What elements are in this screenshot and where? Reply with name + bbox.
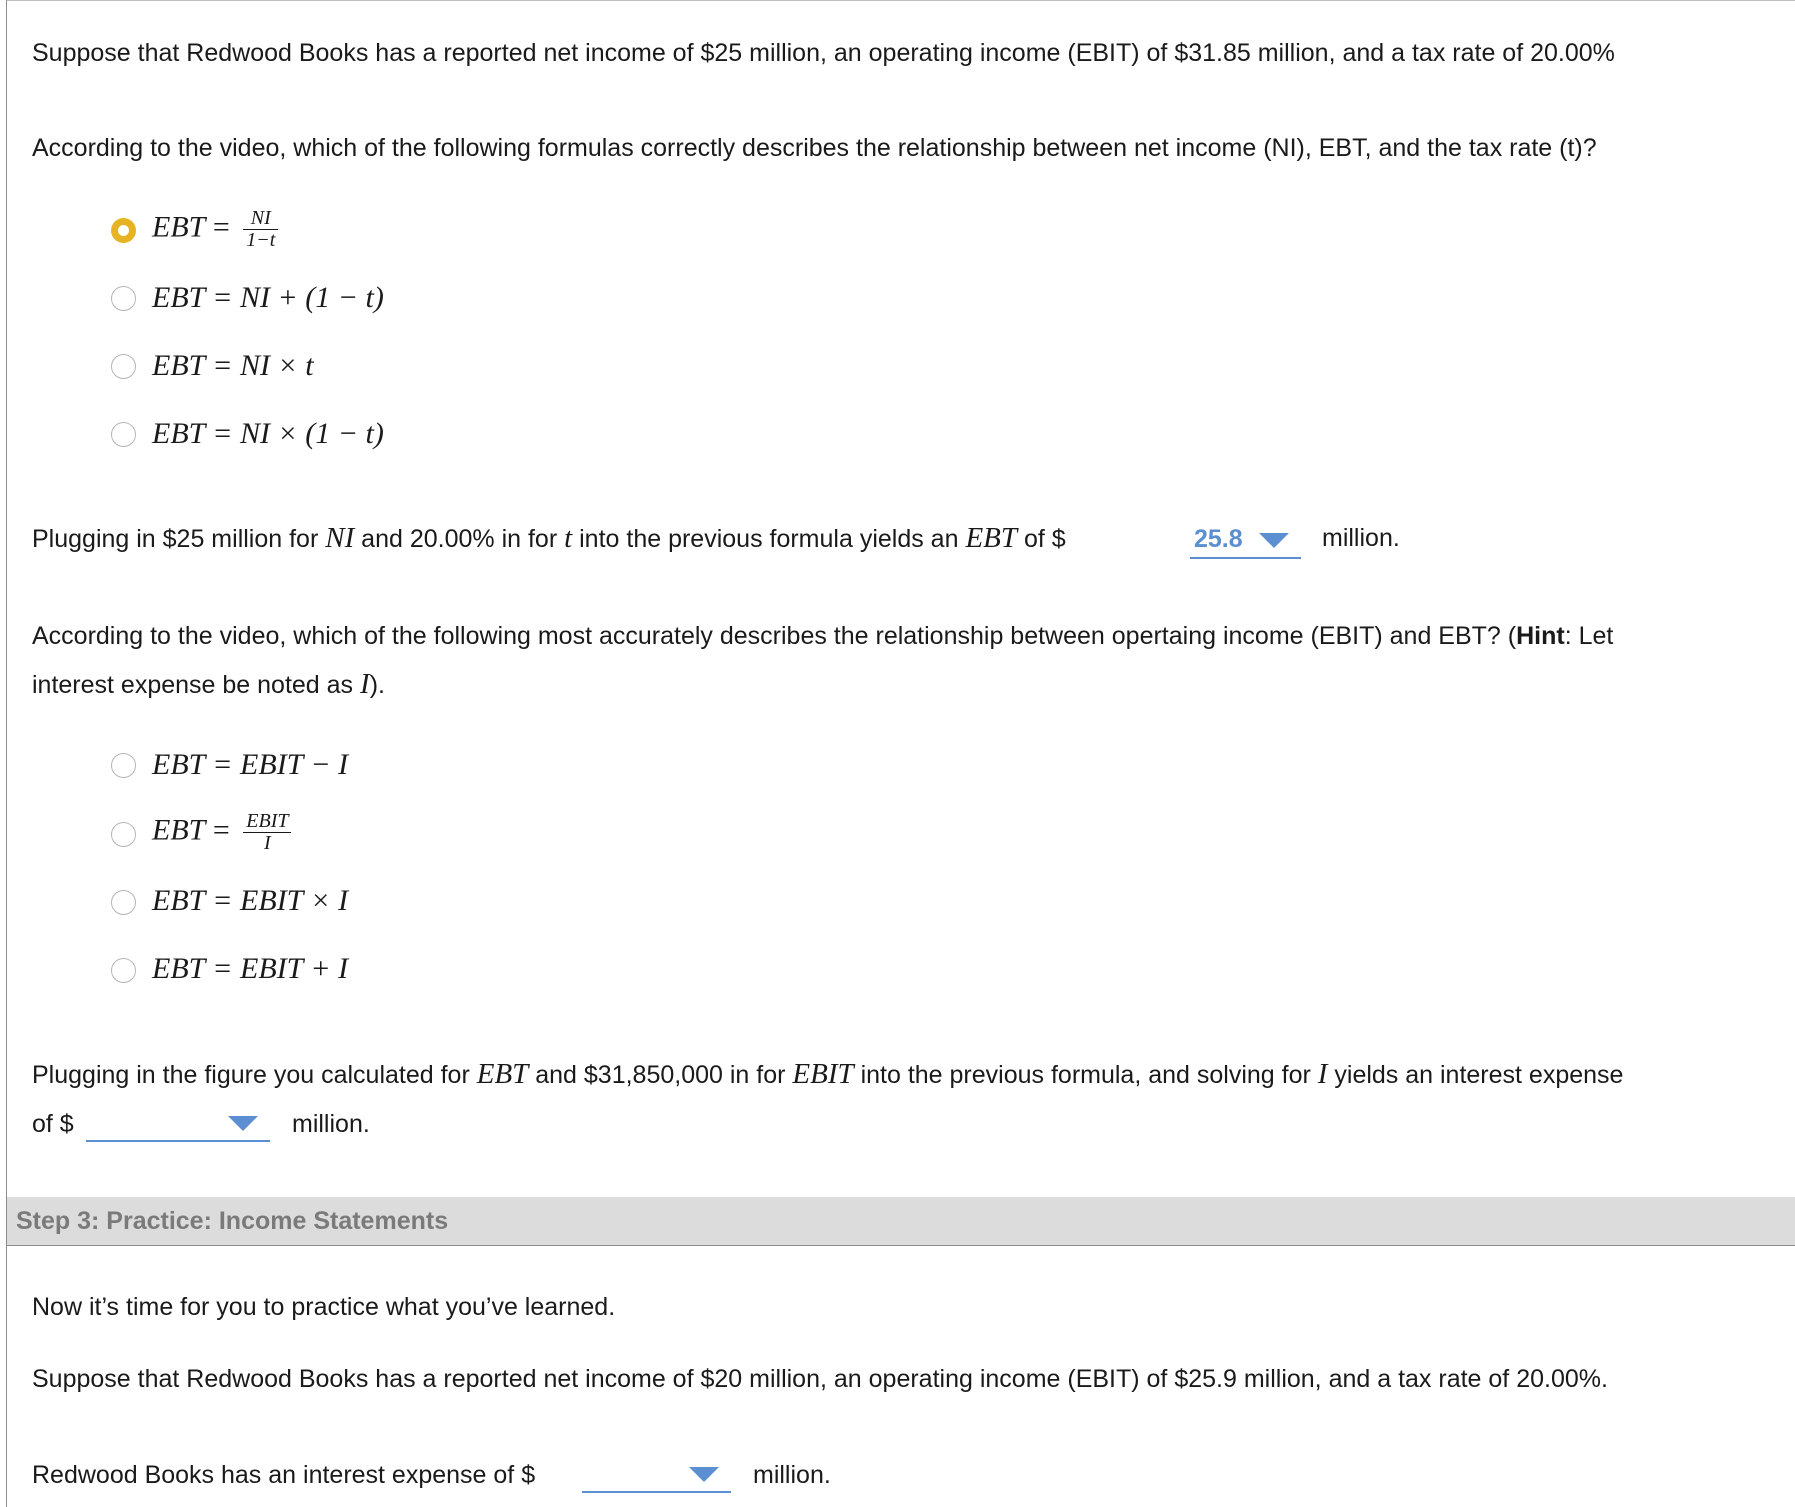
q2-option-3-radio[interactable] bbox=[111, 890, 136, 915]
intro-text: Suppose that Redwood Books has a reported net income of $25 million, an operating income (EBIT) of $31.85 million, and a tax rate of 20.00% bbox=[32, 39, 1615, 67]
q2-option-1-formula[interactable]: EBT = EBIT − I bbox=[152, 748, 349, 781]
ebt-dropdown[interactable] bbox=[1190, 521, 1301, 559]
step-3-header bbox=[7, 1197, 1795, 1246]
q2-line1-a: According to the video, which of the following most accurately describes the relationship between opertaing income (EBIT) and EBT? ( bbox=[32, 622, 1517, 650]
q1-option-1-radio[interactable] bbox=[111, 218, 136, 243]
q1-option-2-radio[interactable] bbox=[111, 286, 136, 311]
q2-line1-b: : Let bbox=[1564, 622, 1614, 650]
plug-1-part4: of $ bbox=[1017, 525, 1066, 553]
plug-2-line-1 bbox=[32, 1059, 1623, 1090]
q2-option-1-radio[interactable] bbox=[111, 753, 136, 778]
plug-2-part2: and $31,850,000 in for bbox=[528, 1061, 793, 1089]
chevron-down-icon bbox=[1259, 533, 1289, 548]
fraction-numerator: NI bbox=[243, 208, 278, 230]
q2-option-3-formula[interactable]: EBT = EBIT × I bbox=[152, 884, 349, 917]
q1-option-2-formula[interactable]: EBT = NI + (1 − t) bbox=[152, 281, 384, 314]
q2-option-4-formula[interactable]: EBT = EBIT + I bbox=[152, 952, 349, 985]
plug-2-unit: million. bbox=[292, 1110, 370, 1138]
step-3-title: Step 3: Practice: Income Statements bbox=[16, 1207, 449, 1235]
fraction-numerator: EBIT bbox=[243, 811, 291, 833]
hint-label: Hint bbox=[1516, 622, 1565, 650]
fraction-denominator: I bbox=[264, 832, 271, 854]
plug-1-sentence bbox=[32, 523, 1066, 554]
plug-2-part3: into the previous formula, and solving for bbox=[853, 1061, 1318, 1089]
step-3-answer-prefix: Redwood Books has an interest expense of $ bbox=[32, 1461, 536, 1489]
plug-1-unit: million. bbox=[1322, 524, 1400, 552]
formula-fraction bbox=[243, 811, 291, 854]
q1-option-4-formula[interactable]: EBT = NI × (1 − t) bbox=[152, 417, 384, 450]
step-3-intro: Now it’s time for you to practice what you’ve learned. bbox=[32, 1293, 616, 1321]
ebt-dropdown-value: 25.8 bbox=[1194, 525, 1243, 553]
plug-2-prefix: of $ bbox=[32, 1110, 74, 1138]
q2-option-2-formula[interactable]: EBT = $\frac{\text{EBIT}}{I}$ bbox=[152, 811, 291, 854]
plug-2-part1: Plugging in the figure you calculated for bbox=[32, 1061, 477, 1089]
q2-line2-b: ). bbox=[369, 671, 385, 699]
plug-2-part4: yields an interest expense bbox=[1327, 1061, 1624, 1089]
step-3-scenario: Suppose that Redwood Books has a reported net income of $20 million, an operating income (EBIT) of $25.9 million, and a tax rate of 20.00%. bbox=[32, 1365, 1608, 1393]
plug-2-var-ebit: EBIT bbox=[792, 1058, 854, 1090]
q1-option-3-radio[interactable] bbox=[111, 354, 136, 379]
formula-lhs: EBT bbox=[152, 813, 206, 847]
q1-option-3-formula[interactable]: EBT = NI × t bbox=[152, 349, 314, 382]
formula-lhs: EBT bbox=[152, 210, 206, 244]
fraction-denominator: 1−t bbox=[246, 229, 276, 251]
q2-var-i: I bbox=[360, 668, 370, 700]
formula-fraction bbox=[243, 208, 278, 251]
interest-expense-dropdown[interactable] bbox=[86, 1104, 270, 1142]
plug-1-part1: Plugging in $25 million for bbox=[32, 525, 326, 553]
question-1-text: According to the video, which of the following formulas correctly describes the relationship between net income (NI), EBT, and the tax rate (t)? bbox=[32, 134, 1597, 162]
plug-1-var-ni: NI bbox=[325, 522, 355, 554]
plug-1-part3: into the previous formula yields an bbox=[572, 525, 966, 553]
chevron-down-icon bbox=[689, 1467, 719, 1482]
q2-option-4-radio[interactable] bbox=[111, 958, 136, 983]
q2-line2-a: interest expense be noted as bbox=[32, 671, 361, 699]
q2-option-2-radio[interactable] bbox=[111, 822, 136, 847]
plug-2-var-i: I bbox=[1317, 1058, 1328, 1090]
step-3-interest-dropdown[interactable] bbox=[582, 1455, 731, 1493]
q1-option-1-formula[interactable]: EBT = $\frac{NI}{1-t}$ bbox=[152, 208, 278, 251]
plug-1-var-t: t bbox=[564, 522, 573, 554]
plug-1-part2: and 20.00% in for bbox=[354, 525, 565, 553]
plug-1-var-ebt: EBT bbox=[965, 522, 1017, 554]
question-2-line-1 bbox=[32, 621, 1613, 651]
q1-option-4-radio[interactable] bbox=[111, 422, 136, 447]
step-3-unit: million. bbox=[753, 1461, 831, 1489]
chevron-down-icon bbox=[228, 1116, 258, 1131]
question-2-line-2 bbox=[32, 669, 385, 700]
plug-2-var-ebt: EBT bbox=[476, 1058, 529, 1090]
